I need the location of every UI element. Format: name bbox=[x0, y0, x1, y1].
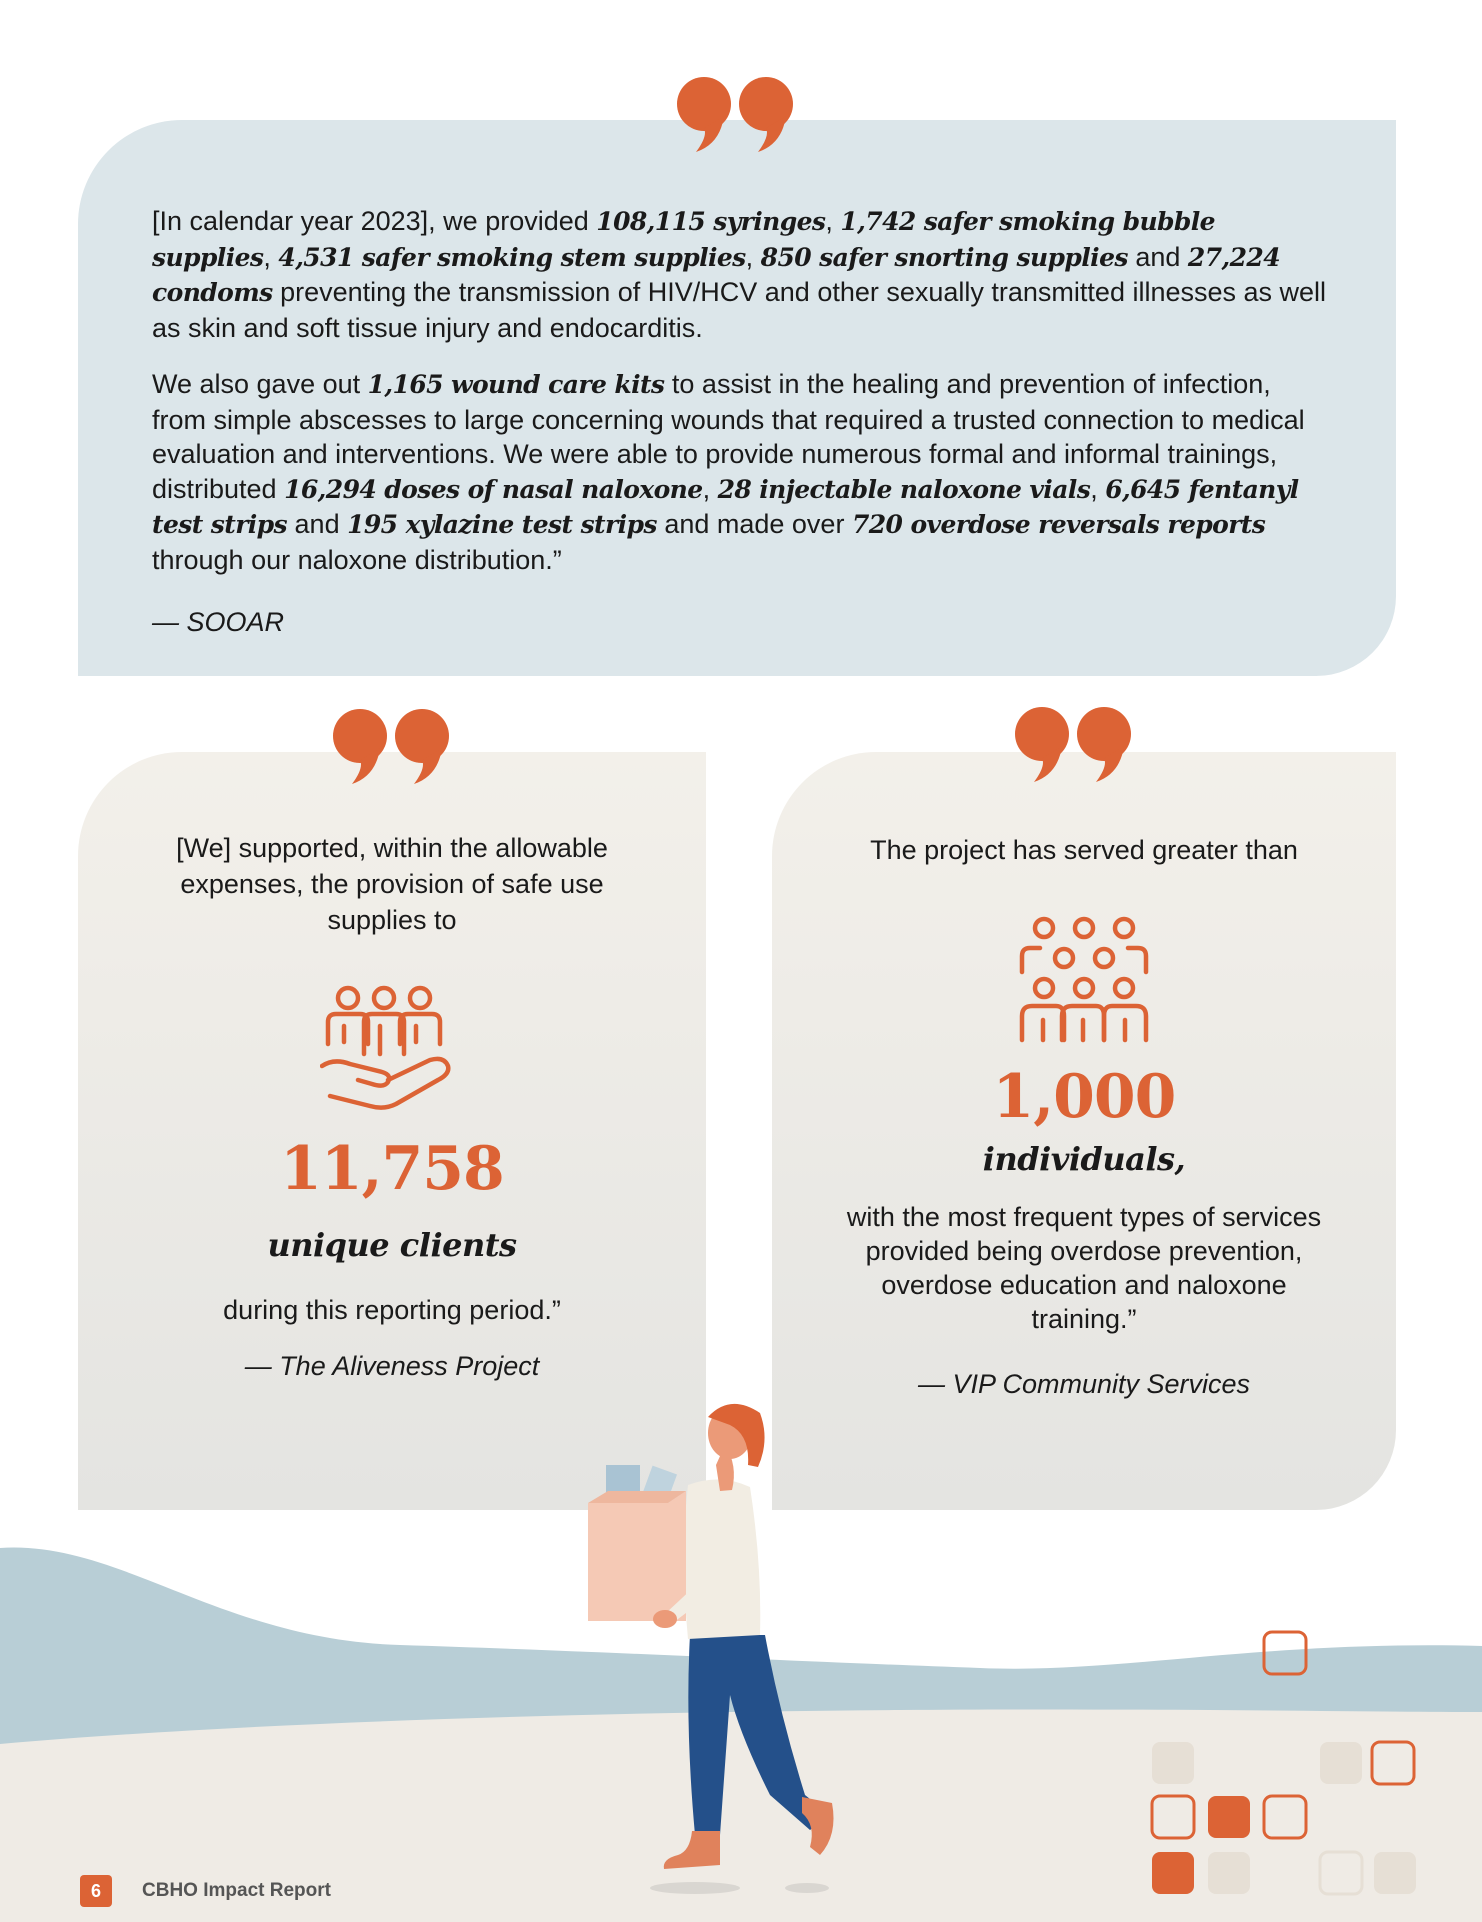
quote-intro: The project has served greater than bbox=[870, 835, 1298, 865]
quote-text: and bbox=[1127, 241, 1188, 272]
quote-signature: — VIP Community Services bbox=[917, 1369, 1251, 1399]
highlighted-stat: 4,531 safer smoking stem supplies bbox=[278, 242, 746, 272]
highlighted-stat: 1,165 wound care kits bbox=[367, 370, 665, 399]
clients-label: unique clients bbox=[267, 1226, 517, 1264]
individuals-count: 1,000 bbox=[992, 1062, 1176, 1132]
quote-mark-icon bbox=[330, 706, 454, 786]
highlighted-stat: 6,645 fentanyl test strips bbox=[152, 474, 1299, 539]
quote-text: and bbox=[287, 509, 348, 539]
quote-paragraph-2 bbox=[152, 367, 1328, 577]
quote-text: to assist in the healing and prevention of infection, from simple abscesses to large concerning wounds that required a trusted connection to medical evaluation and interventions. We were able to provide numerous formal and informal trainings, distributed bbox=[152, 369, 1305, 504]
quote-mark-icon bbox=[1012, 704, 1136, 784]
quote-text: , bbox=[702, 473, 718, 504]
highlighted-stat: 720 overdose reversals reports bbox=[851, 510, 1266, 539]
quote-text: through our naloxone distribution.” bbox=[152, 544, 562, 575]
quote-text: preventing the transmission of HIV/HCV and other sexually transmitted illnesses as well as skin and soft tissue injury and endocarditis. bbox=[152, 277, 1327, 343]
highlighted-stat: 16,294 doses of nasal naloxone bbox=[284, 474, 703, 504]
group-of-people-icon bbox=[1016, 916, 1152, 1044]
highlighted-stat: 27,224 condoms bbox=[152, 242, 1281, 307]
quote-text: , bbox=[263, 241, 279, 272]
quote-outro: during this reporting period.” bbox=[223, 1295, 561, 1325]
highlighted-stat: 108,115 syringes bbox=[596, 207, 826, 236]
quote-outro: with the most frequent types of services provided being overdose prevention, overdose education and naloxone training.” bbox=[846, 1202, 1322, 1334]
decorative-squares bbox=[1140, 1620, 1482, 1900]
sooar-quote-card bbox=[78, 120, 1396, 676]
vip-quote-card bbox=[772, 752, 1396, 1510]
individuals-label: individuals, bbox=[982, 1140, 1186, 1178]
person-carrying-box-illustration bbox=[570, 1395, 850, 1900]
page-number: 6 bbox=[80, 1875, 112, 1907]
quote-signature: — The Aliveness Project bbox=[244, 1351, 540, 1381]
page-footer bbox=[80, 1875, 331, 1907]
report-name: CBHO Impact Report bbox=[142, 1880, 331, 1901]
quote-text: , bbox=[745, 241, 761, 272]
quote-intro: [We] supported, within the allowable expenses, the provision of safe use supplies to bbox=[176, 833, 608, 935]
highlighted-stat: 1,742 safer smoking bubble supplies bbox=[152, 207, 1215, 272]
quote-text: , bbox=[825, 206, 841, 236]
highlighted-stat: 850 safer snorting supplies bbox=[760, 242, 1128, 272]
quote-text: , bbox=[1090, 473, 1106, 504]
highlighted-stat: 195 xylazine test strips bbox=[347, 510, 657, 539]
hand-holding-people-icon bbox=[320, 980, 460, 1120]
quote-text: [In calendar year 2023], we provided bbox=[152, 206, 597, 236]
quote-text: and made over bbox=[656, 509, 852, 539]
quote-signature: — SOOAR bbox=[152, 607, 285, 637]
quote-mark-icon bbox=[674, 74, 798, 154]
highlighted-stat: 28 injectable naloxone vials bbox=[717, 474, 1091, 504]
clients-count: 11,758 bbox=[280, 1134, 504, 1204]
quote-paragraph-1 bbox=[152, 204, 1328, 345]
quote-text: We also gave out bbox=[152, 369, 368, 399]
